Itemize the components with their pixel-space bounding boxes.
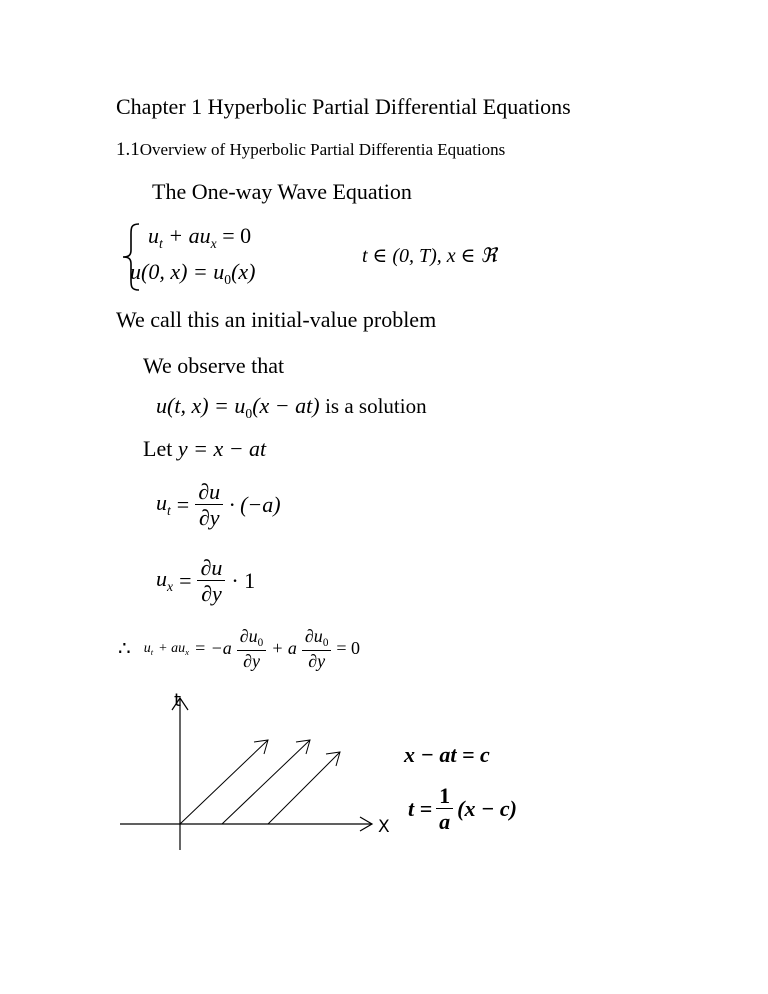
characteristic-fraction: $\frac{1}{a}$	[436, 783, 453, 835]
characteristic-t-formula: t = $\frac{1}{a}$ (x − c)	[408, 783, 517, 835]
system-equation-1: $u_t + au_x = 0$	[148, 223, 252, 251]
section-title: Overview of Hyperbolic Partial Differentia Equations	[139, 140, 506, 159]
therefore-equation: ∴ $u_t$ + $au_x$ = −a $\frac{\partial u_0}{\partial y}$ + a $\frac{\partial u_0}{\partial y}$ = 0	[118, 626, 361, 671]
characteristics-diagram	[110, 688, 410, 853]
ut-derivative: $u_t$ = $\frac{\partial u}{\partial y}$ · (−a)	[156, 479, 281, 531]
observation: We observe that	[143, 353, 285, 378]
substitution-line: Let y = x − at	[143, 436, 267, 461]
ut-fraction: $\frac{\partial u}{\partial y}$	[195, 479, 223, 531]
section-heading	[116, 139, 505, 161]
characteristic-line-2	[222, 740, 310, 824]
chapter-title: Chapter 1 Hyperbolic Partial Differential Equations	[116, 94, 571, 119]
system-equation-2: u(0, $x) = u_0(x)$	[130, 259, 256, 287]
therefore-symbol: ∴	[118, 638, 131, 661]
ux-derivative: $u_x$ = $\frac{\partial u}{\partial y}$ · 1	[156, 555, 256, 607]
subheading: The One-way Wave Equation	[152, 179, 412, 204]
ux-fraction: $\frac{\partial u}{\partial y}$	[197, 555, 225, 607]
statement: We call this an initial-value problem	[116, 307, 437, 332]
domain-condition: t ∈ (0, T), x ∈ ℜ	[362, 245, 497, 267]
section-number: 1.1	[116, 139, 140, 160]
characteristic-line-3	[268, 752, 340, 824]
therefore-fraction-2: $\frac{\partial u_0}{\partial y}$	[302, 626, 331, 671]
solution-line: u(t, $x) = u_0(x - at)$ is a solution	[156, 393, 427, 421]
characteristic-relation: x − at = c	[404, 742, 490, 767]
therefore-fraction-1: $\frac{\partial u_0}{\partial y}$	[237, 626, 266, 671]
t-axis-label: t	[174, 690, 182, 711]
x-axis-label: X	[378, 817, 390, 837]
characteristic-line-1	[180, 740, 268, 824]
